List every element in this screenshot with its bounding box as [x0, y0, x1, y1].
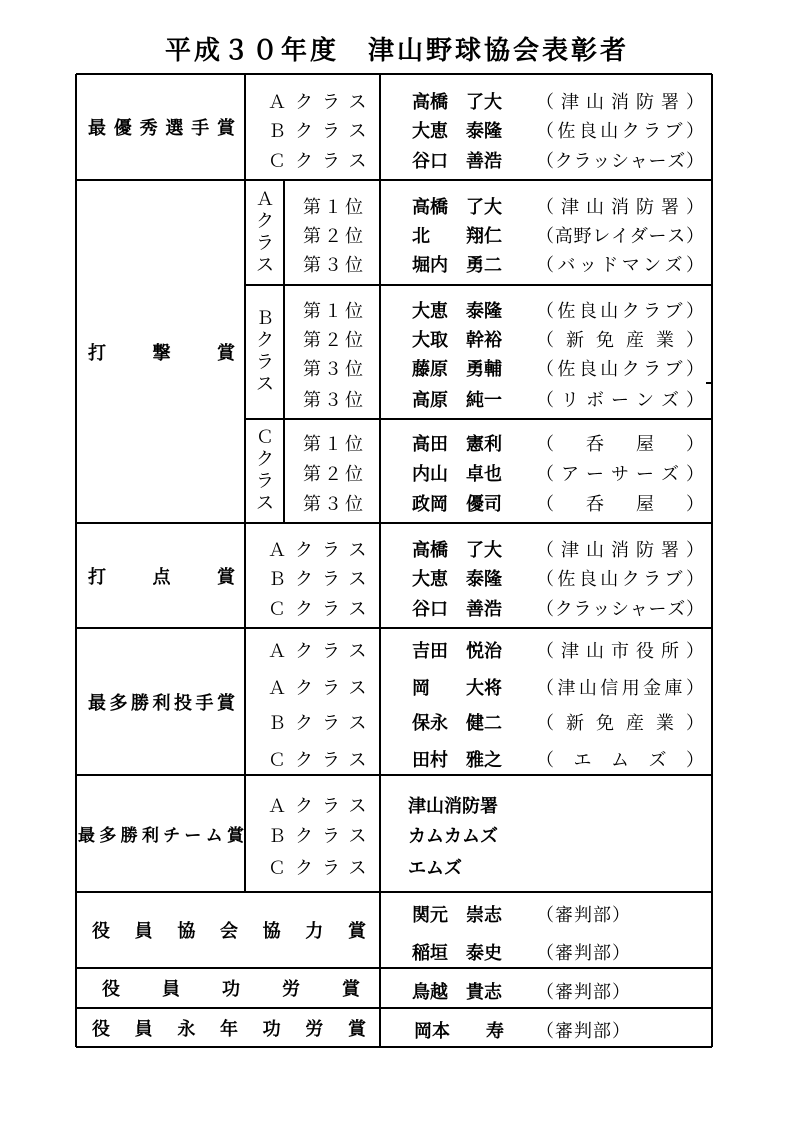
award-name: 役 員 功 労 賞: [102, 979, 360, 1000]
player-name: 高橋 了大: [412, 197, 502, 218]
rank-label: 第３位: [303, 255, 366, 276]
team-name: （ 佐 良 山 ク ラ ブ ）: [536, 359, 704, 380]
official-name: 岡本 寿: [414, 1021, 504, 1042]
class-label: Ａクラス: [268, 678, 376, 699]
class-label: Ａクラス: [268, 641, 376, 662]
class-label-vertical: Ｂ ク ラ ス: [256, 308, 274, 395]
award-name: 役 員 協 会 協 力 賞: [92, 921, 366, 942]
rank-label: 第３位: [303, 359, 366, 380]
player-name: 大恵 泰隆: [412, 569, 502, 590]
rank-label: 第１位: [303, 301, 366, 322]
class-label: Ｃクラス: [268, 151, 376, 172]
class-label: Ｃクラス: [268, 750, 376, 771]
player-name: 保永 健二: [412, 713, 502, 734]
class-label-vertical: Ｃ ク ラ ス: [256, 427, 274, 514]
class-label: Ｃクラス: [268, 858, 376, 879]
official-name: 鳥越 貴志: [412, 982, 502, 1003]
player-name: 政岡 優司: [412, 494, 502, 515]
team-name: （審判部）: [536, 982, 631, 1003]
team-name: エムズ: [408, 858, 462, 879]
award-name: 最 多 勝 利 チ ー ム 賞: [78, 826, 244, 846]
class-label: Ａクラス: [268, 796, 376, 817]
class-label: Ｂクラス: [268, 713, 376, 734]
award-name: 打 点 賞: [88, 566, 235, 588]
team-name: （ バ ッ ド マ ン ズ ）: [536, 255, 704, 276]
player-name: 田村 雅之: [412, 750, 502, 771]
rank-label: 第２位: [303, 330, 366, 351]
table-rule: [711, 74, 713, 1047]
player-name: 高橋 了大: [412, 540, 502, 561]
player-name: 谷口 善浩: [412, 151, 502, 172]
page-title: 平成３０年度 津山野球協会表彰者: [164, 36, 629, 66]
team-name: カムカムズ: [408, 826, 498, 847]
team-name: （審判部）: [536, 905, 631, 926]
team-name: （ 呑 屋 ）: [536, 494, 704, 515]
class-label: Ｂクラス: [268, 121, 376, 142]
rank-label: 第１位: [303, 197, 366, 218]
team-name: （ 高 野 レ イ ダ ー ス ）: [536, 226, 704, 247]
team-name: （ 佐 良 山 ク ラ ブ ）: [536, 301, 704, 322]
player-name: 藤原 勇輔: [412, 359, 502, 380]
team-name: （ エ ム ズ ）: [536, 750, 704, 771]
team-name: （ ア ー サ ー ズ ）: [536, 464, 704, 485]
team-name: （審判部）: [536, 1021, 631, 1042]
table-rule: [245, 284, 712, 286]
player-name: 岡 大将: [412, 678, 502, 699]
team-name: （ 津 山 市 役 所 ）: [536, 641, 704, 662]
table-rule: [706, 382, 712, 384]
team-name: （ 佐 良 山 ク ラ ブ ）: [536, 121, 704, 142]
team-name: （審判部）: [536, 943, 631, 964]
team-name: （ 津 山 消 防 署 ）: [536, 92, 704, 113]
table-rule: [75, 74, 77, 1047]
class-label: Ｂクラス: [268, 569, 376, 590]
rank-label: 第３位: [303, 390, 366, 411]
rank-label: 第２位: [303, 226, 366, 247]
player-name: 北 翔仁: [412, 226, 502, 247]
official-name: 稲垣 泰史: [412, 943, 502, 964]
class-label: Ａクラス: [268, 540, 376, 561]
rank-label: 第２位: [303, 464, 366, 485]
team-name: （ 新 免 産 業 ）: [536, 713, 704, 734]
player-name: 吉田 悦治: [412, 641, 502, 662]
team-name: （ 呑 屋 ）: [536, 434, 704, 455]
award-name: 役 員 永 年 功 労 賞: [92, 1018, 366, 1040]
player-name: 高橋 了大: [412, 92, 502, 113]
award-name: 打 撃 賞: [88, 342, 235, 364]
rank-label: 第１位: [303, 434, 366, 455]
table-rule: [245, 418, 712, 420]
team-name: （ 津 山 消 防 署 ）: [536, 540, 704, 561]
rank-label: 第３位: [303, 494, 366, 515]
official-name: 関元 崇志: [412, 905, 502, 926]
team-name: （ 新 免 産 業 ）: [536, 330, 704, 351]
player-name: 堀内 勇二: [412, 255, 502, 276]
team-name: （ 津 山 信 用 金 庫 ）: [536, 678, 704, 699]
team-name: （ ク ラ ッ シ ャ ー ズ ）: [536, 599, 704, 620]
team-name: 津山消防署: [408, 796, 498, 817]
player-name: 内山 卓也: [412, 464, 502, 485]
team-name: （ ク ラ ッ シ ャ ー ズ ）: [536, 151, 704, 172]
player-name: 大取 幹裕: [412, 330, 502, 351]
class-label: Ｂクラス: [268, 826, 376, 847]
player-name: 高原 純一: [412, 390, 502, 411]
class-label: Ｃクラス: [268, 599, 376, 620]
award-name: 最 多 勝 利 投 手 賞: [88, 692, 235, 714]
player-name: 大恵 泰隆: [412, 121, 502, 142]
class-label: Ａクラス: [268, 92, 376, 113]
player-name: 高田 憲利: [412, 434, 502, 455]
award-name: 最 優 秀 選 手 賞: [88, 118, 235, 139]
player-name: 谷口 善浩: [412, 599, 502, 620]
team-name: （ 津 山 消 防 署 ）: [536, 197, 704, 218]
team-name: （ リ ボ ー ン ズ ）: [536, 390, 704, 411]
class-label-vertical: Ａ ク ラ ス: [256, 188, 274, 276]
team-name: （ 佐 良 山 ク ラ ブ ）: [536, 569, 704, 590]
player-name: 大恵 泰隆: [412, 301, 502, 322]
